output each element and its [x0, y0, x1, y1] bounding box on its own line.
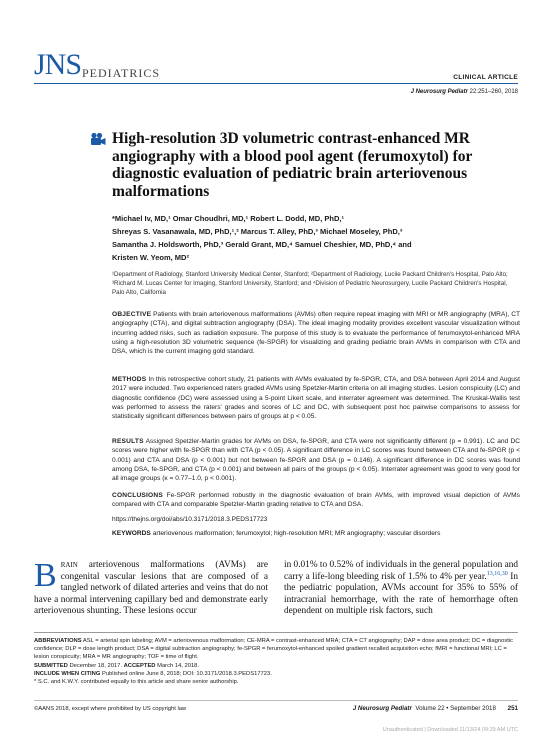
- abstract-methods: [112, 375, 520, 421]
- footer-citation: [353, 705, 518, 712]
- abbreviations-note: [34, 637, 518, 662]
- header-citation: [411, 89, 518, 95]
- abbreviations-text: ASL = arterial spin labeling; AVM = arteriovenous malformation; CE-MRA = contrast-enhanced MRA; CTA = CT angiography; DAP = dose area product; DC = diagnostic confidence; DLP = dose length product; DSA = digital subtraction angiography; fe-SPGR = ferumoxytol-enhanced spoiled gradient recalled acquisition echo; fMRI = functional MRI; LC = lesion conspicuity; MRA = MR angiography; TOF = time of flight.: [34, 638, 514, 661]
- download-watermark: Unauthenticated | Downloaded 11/13/24 09:29 AM UTC: [382, 727, 518, 733]
- submitted-date: December 18, 2017.: [69, 662, 122, 669]
- body-text-left: arteriovenous malformations (AVMs) are congenital vascular lesions that are composed of a tangled network of dilated arteries and veins that do not have a normal intervening capillary bed and demonstrate early arteriovenous shunting. These lesions occur: [34, 560, 268, 616]
- accepted-heading: ACCEPTED: [123, 662, 156, 669]
- citing-text: Published online June 8, 2018; DOI: 10.3171/2018.3.PEDS17723.: [101, 670, 272, 677]
- journal-logo: JNS: [34, 48, 82, 81]
- objective-text: Patients with brain arteriovenous malformations (AVMs) often require repeat imaging with MRI or MR angiography (MRA), CT angiography (CTA), and digital subtraction angiography (DSA). The ideal imaging modality provides excellent vascular visualization without incurring added risks, such as radiation exposure. The purpose of this study is to evaluate the performance of ferumoxytol-enhanced MRA using a high-resolution 3D volumetric sequence (fe-SPGR) for visualizing and grading pediatric brain AVMs in comparison with CTA and DSA, which is the current imaging gold standard.: [112, 311, 520, 356]
- methods-heading: METHODS: [112, 376, 147, 383]
- page-number: 251: [507, 705, 518, 712]
- footer-journal: J Neurosurg Pediatr: [352, 705, 412, 712]
- drop-cap: B: [34, 557, 57, 594]
- abstract-conclusions: [112, 491, 520, 510]
- keywords-text: arteriovenous malformation; ferumoxytol; high-resolution MRI; MR angiography; vascular disorders: [152, 530, 441, 537]
- reference-superscript[interactable]: 13,16,30: [486, 570, 508, 577]
- copyright: ©AANS 2018, except where prohibited by US copyright law: [34, 706, 187, 712]
- conclusions-heading: CONCLUSIONS: [112, 492, 163, 499]
- citing-heading: INCLUDE WHEN CITING: [34, 670, 101, 677]
- body-column-left: [34, 557, 268, 618]
- author-line: *Michael Iv, MD,¹ Omar Choudhri, MD,¹ Robert L. Dodd, MD, PhD,¹: [112, 214, 344, 223]
- footer-volume: Volume 22 • September 2018: [415, 705, 496, 712]
- objective-heading: OBJECTIVE: [112, 311, 152, 318]
- footer-divider: [34, 700, 518, 701]
- keywords-heading: KEYWORDS: [112, 530, 151, 537]
- keywords: [112, 530, 520, 537]
- conclusions-text: Fe-SPGR performed robustly in the diagnostic evaluation of brain AVMs, with improved visual depiction of AVMs compared with CTA and comparable Spetzler-Martin grading relative to CTA and DSA.: [112, 492, 520, 509]
- doi-link[interactable]: https://thejns.org/doi/abs/10.3171/2018.3.PEDS17723: [112, 516, 268, 523]
- abbreviations-heading: ABBREVIATIONS: [34, 638, 82, 644]
- dates-note: [34, 662, 518, 670]
- notes-divider: [34, 632, 518, 633]
- abstract-results: [112, 437, 520, 483]
- section-label: CLINICAL ARTICLE: [453, 74, 518, 81]
- body-text-right-2: In the pediatric population, AVMs account for 35% to 55% of intracranial hemorrhage, with the rate of hemorrhage often dependent on multiple risk factors, such: [284, 571, 518, 616]
- contribution-note: * S.C. and K.W.Y. contributed equally to this article and share senior authorship.: [34, 679, 239, 686]
- submitted-heading: SUBMITTED: [34, 662, 68, 669]
- abstract-objective: [112, 310, 520, 356]
- footnotes: [34, 637, 518, 686]
- methods-text: In this retrospective cohort study, 21 patients with AVMs evaluated by fe-SPGR, CTA, and DSA between April 2014 and August 2017 were included. Two experienced raters graded AVMs using Spetzler-Martin criteria on all imaging studies. Lesion conspicuity (LC) and diagnostic confidence (DC) were assessed using a 5-point Likert scale, and interrater agreement was determined. The Kruskal-Wallis test was performed to assess the raters' grades and scores of LC and DC, with subsequent post hoc pairwise comparisons to assess for statistically significant differences between pairs of groups at p < 0.05.: [112, 376, 521, 421]
- body-column-right: [284, 560, 518, 618]
- journal-logo-subtitle: PEDIATRICS: [82, 66, 161, 80]
- accepted-date: March 14, 2018.: [157, 662, 200, 669]
- body-text-right-1: in 0.01% to 0.52% of individuals in the general population and carry a life-long bleeding risk of 1.5% to 4% per year.: [284, 560, 518, 582]
- author-line: Shreyas S. Vasanawala, MD, PhD,¹,² Marcus T. Alley, PhD,³ Michael Moseley, PhD,³: [112, 227, 403, 236]
- author-line: Kristen W. Yeom, MD²: [112, 253, 189, 262]
- results-heading: RESULTS: [112, 438, 144, 445]
- header-divider: [34, 83, 518, 84]
- article-title: High-resolution 3D volumetric contrast-enhanced MR angiography with a blood pool agent (ferumoxytol) for diagnostic evaluation of pediatric brain arteriovenous malformations: [112, 130, 473, 200]
- body-smallcaps: rain: [60, 560, 78, 570]
- results-text: Assigned Spetzler-Martin grades for AVMs on DSA, fe-SPGR, and CTA were not significantly different (p = 0.991). LC and DC scores were higher with fe-SPGR than with CTA (p < 0.05). A significant difference in LC scores was found between CTA and fe-SPGR (p < 0.001) and CTA and DSA (p < 0.001) but not between fe-SPGR and DSA (p = 0.146). A significant difference in DC scores was found among DSA, fe-SPGR, and CTA (p < 0.001) and between all pairs of the groups (p < 0.05). Interrater agreement was good to very good for all image groups (κ = 0.77–1.0, p < 0.001).: [112, 438, 520, 483]
- affiliations: ¹Department of Radiology, Stanford University Medical Center, Stanford; ²Department of Radiology, Lucile Packard Children's Hospital, Palo Alto; ³Richard M. Lucas Center for Imaging, Stanford University, Stanford; and ⁴Division of Pediatric Neurosurgery, Lucile Packard Children's Hospital, Palo Alto, California: [112, 271, 508, 296]
- author-line: Samantha J. Holdsworth, PhD,³ Gerald Grant, MD,⁴ Samuel Cheshier, MD, PhD,⁴ and: [112, 240, 412, 249]
- header-citation-detail: 22:251–260, 2018: [469, 89, 518, 95]
- citing-note: [34, 670, 518, 678]
- header-citation-journal: J Neurosurg Pediatr: [410, 89, 468, 95]
- author-list: [112, 212, 512, 264]
- video-camera-icon[interactable]: [90, 132, 106, 146]
